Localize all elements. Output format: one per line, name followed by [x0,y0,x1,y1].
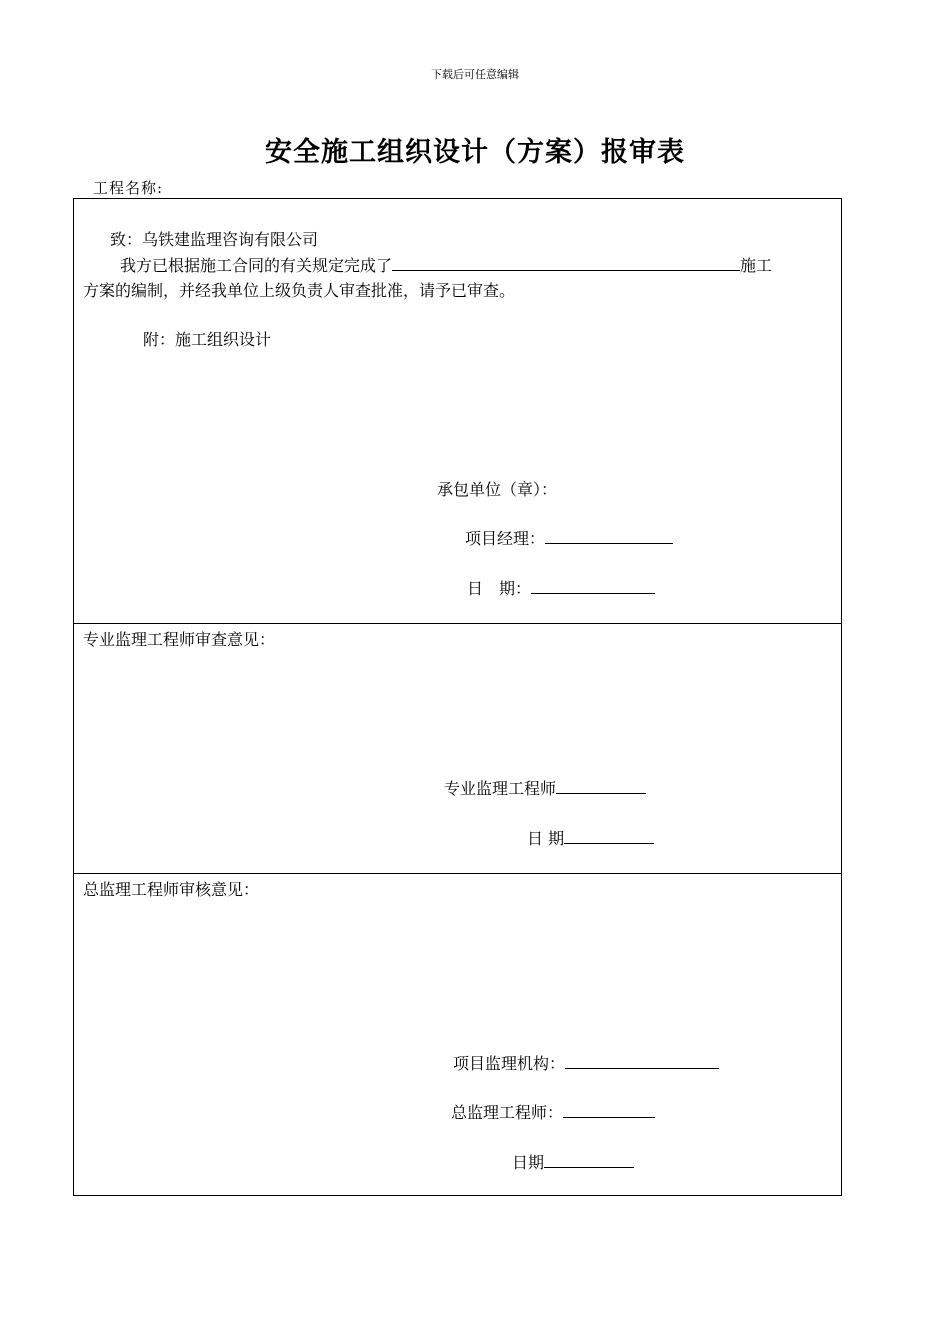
chief-engineer-label: 总监理工程师： [451,1103,564,1122]
scheme-name-blank[interactable] [392,253,740,271]
supervision-org-blank[interactable] [565,1051,719,1069]
header-note: 下载后可任意编辑 [431,68,519,81]
date-blank-2[interactable] [564,826,654,844]
row-divider-1 [74,623,841,624]
specialist-engineer-row [444,776,646,799]
date-blank-3[interactable] [544,1150,634,1168]
date-row-3 [512,1150,634,1173]
submission-line-1 [120,253,772,276]
date-row-2 [527,826,654,849]
chief-engineer-blank[interactable] [563,1100,655,1118]
project-name-label: 工程名称: [93,179,164,197]
contractor-label: 承包单位（章）： [437,480,558,499]
submission-text-prefix: 我方已根据施工合同的有关规定完成了 [120,256,393,275]
date-row-1 [467,576,655,599]
page-title: 安全施工组织设计（方案）报审表 [265,137,685,168]
supervision-org-row [453,1051,719,1074]
row-divider-2 [74,873,841,874]
date-label-1: 日 期： [467,579,532,598]
chief-engineer-row [451,1100,655,1123]
specialist-engineer-label: 专业监理工程师 [444,779,557,798]
specialist-review-heading: 专业监理工程师审查意见： [83,630,276,649]
project-manager-label: 项目经理： [465,529,546,548]
date-blank-1[interactable] [531,576,655,594]
supervision-org-label: 项目监理机构： [453,1054,566,1073]
date-label-2: 日 期 [527,829,565,848]
specialist-engineer-blank[interactable] [556,776,646,794]
project-manager-row [465,526,673,549]
submission-line-2: 方案的编制，并经我单位上级负责人审查批准，请予已审查。 [83,281,516,300]
attachment-line: 附：施工组织设计 [143,330,272,349]
submission-text-suffix: 施工 [740,256,773,275]
date-label-3: 日期 [512,1153,545,1172]
addressee-line: 致：乌铁建监理咨询有限公司 [110,230,319,249]
chief-review-heading: 总监理工程师审核意见： [83,880,260,899]
project-manager-blank[interactable] [545,526,673,544]
